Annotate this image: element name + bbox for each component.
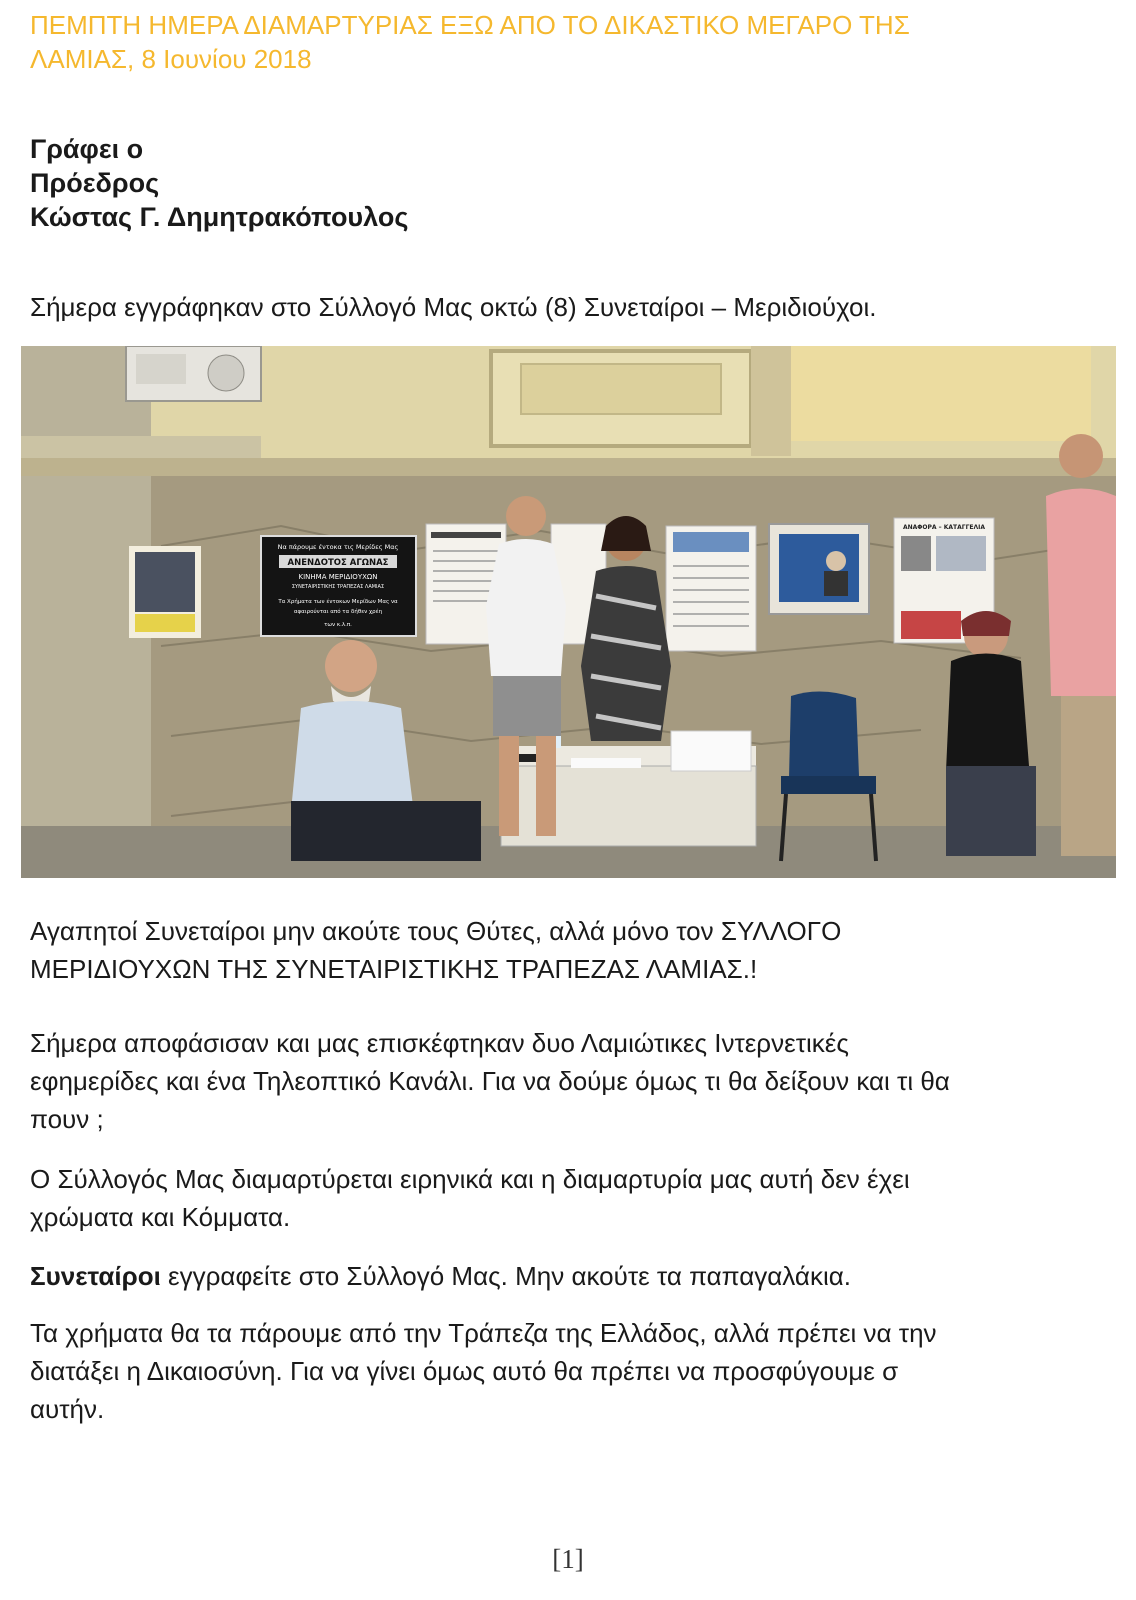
protest-photo bbox=[21, 346, 1116, 878]
paragraph-4-bold: Συνεταίροι bbox=[30, 1261, 161, 1291]
protest-banner bbox=[261, 536, 416, 636]
banner-line-3: ΚΙΝΗΜΑ ΜΕΡΙΔΙΟΥΧΩΝ bbox=[298, 573, 378, 581]
byline-author-name: Κώστας Γ. Δημητρακόπουλος bbox=[30, 202, 409, 232]
intro-paragraph: Σήμερα εγγράφηκαν στο Σύλλογό Μας οκτώ (8) Συνεταίροι – Μεριδιούχοι. bbox=[30, 292, 877, 322]
banner-line-2: ΑΝΕΝΔΟΤΟΣ ΑΓΩΝΑΣ bbox=[287, 558, 389, 568]
page-number: [1] bbox=[552, 1544, 584, 1574]
paragraph-4-text: εγγραφείτε στο Σύλλογό Μας. Μην ακούτε τα παπαγαλάκια. bbox=[160, 1261, 851, 1291]
paragraph-3 bbox=[30, 1160, 1090, 1236]
paragraph-5-line-3: αυτήν. bbox=[30, 1394, 105, 1424]
paragraph-3-line-1: Ο Σύλλογός Μας διαμαρτύρεται ειρηνικά και η διαμαρτυρία μας αυτή δεν έχει bbox=[30, 1164, 910, 1194]
paragraph-4 bbox=[30, 1257, 1090, 1295]
banner-line-4: ΣΥΝΕΤΑΙΡΙΣΤΙΚΗΣ ΤΡΑΠΕΖΑΣ ΛΑΜΙΑΣ bbox=[291, 584, 385, 590]
paragraph-5-line-1: Τα χρήματα θα τα πάρουμε από την Τράπεζα της Ελλάδος, αλλά πρέπει να την bbox=[30, 1318, 937, 1348]
byline-line-2: Πρόεδρος bbox=[30, 168, 160, 198]
air-conditioner-icon bbox=[126, 346, 261, 401]
banner-line-6: αφαιρούνται από τα δήθεν χρέη bbox=[293, 609, 383, 615]
byline-line-1: Γράφει ο bbox=[30, 134, 144, 164]
paragraph-1-line-1: Αγαπητοί Συνεταίροι μην ακούτε τους Θύτες, αλλά μόνο τον ΣΥΛΛΟΓΟ bbox=[30, 916, 842, 946]
banner-line-7: των κ.λ.π. bbox=[324, 622, 352, 628]
paragraph-2 bbox=[30, 1024, 1090, 1138]
banner-line-5: Τα Χρήματα των έντοκων Μερίδων Μας να bbox=[278, 599, 398, 605]
paragraph-5 bbox=[30, 1314, 1090, 1428]
paragraph-1-line-2: ΜΕΡΙΔΙΟΥΧΩΝ ΤΗΣ ΣΥΝΕΤΑΙΡΙΣΤΙΚΗΣ ΤΡΑΠΕΖΑΣ ΛΑΜΙΑΣ.! bbox=[30, 954, 758, 984]
paragraph-2-line-3: πουν ; bbox=[30, 1104, 104, 1134]
poster-heading: ΑΝΑΦΟΡΑ – ΚΑΤΑΓΓΕΛΙΑ bbox=[902, 524, 986, 531]
title-line-1: ΠΕΜΠΤΗ ΗΜΕΡΑ ΔΙΑΜΑΡΤΥΡΙΑΣ ΕΞΩ ΑΠΟ ΤΟ ΔΙΚΑΣΤΙΚΟ ΜΕΓΑΡΟ ΤΗΣ bbox=[30, 10, 910, 40]
byline bbox=[30, 132, 408, 234]
paragraph-3-line-2: χρώματα και Κόμματα. bbox=[30, 1202, 291, 1232]
paragraph-5-line-2: διατάξει η Δικαιοσύνη. Για να γίνει όμως αυτό θα πρέπει να προσφύγουμε σ bbox=[30, 1356, 899, 1386]
banner-line-1: Να πάρουμε έντοκα τις Μερίδες Μας bbox=[277, 543, 399, 551]
paragraph-1 bbox=[30, 912, 1090, 988]
paragraph-2-line-2: εφημερίδες και ένα Τηλεοπτικό Κανάλι. Για να δούμε όμως τι θα δείξουν και τι θα bbox=[30, 1066, 950, 1096]
paragraph-2-line-1: Σήμερα αποφάσισαν και μας επισκέφτηκαν δυο Λαμιώτικες Ιντερνετικές bbox=[30, 1028, 849, 1058]
document-title bbox=[30, 8, 1110, 76]
title-line-2: ΛΑΜΙΑΣ, 8 Ιουνίου 2018 bbox=[30, 44, 312, 74]
